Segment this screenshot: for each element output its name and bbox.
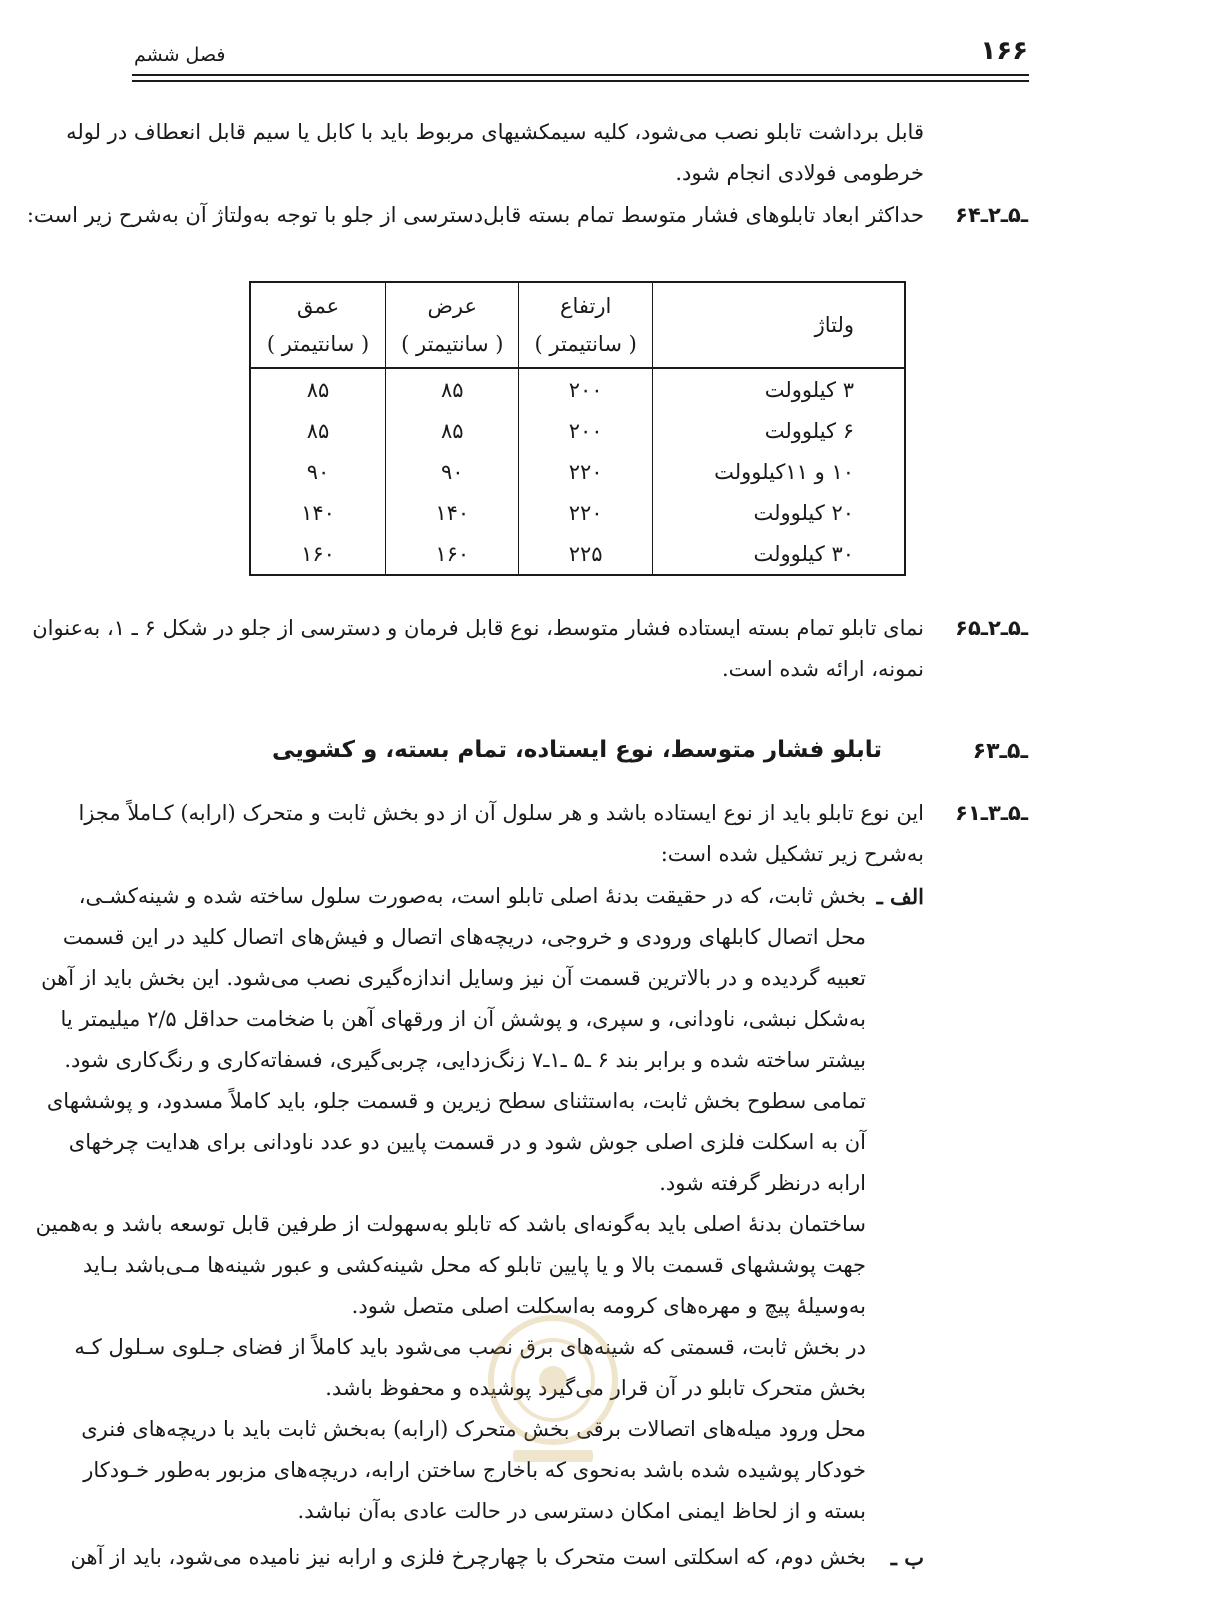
section-number: ۶ـ۵ـ۲ـ۴: [955, 203, 1028, 227]
heading-number: ۶ـ۵ـ۳: [972, 739, 1028, 764]
item-line: ارابه درنظر گرفته شود.: [659, 1171, 866, 1195]
item-line: آن به اسکلت فلزی اصلی جوش شود و در قسمت پایین دو عدد ناودانی برای هدایت چرخهای: [68, 1130, 866, 1154]
header-depth: عمق ( سانتیمتر ): [250, 282, 386, 368]
cell-height: ۲۲۰: [519, 492, 652, 533]
cell-depth: ۱۶۰: [250, 533, 386, 575]
table-row: [250, 368, 905, 410]
page-number: ۱۶۶: [980, 36, 1028, 66]
item-line: تعبیه گردیده و در بالاترین قسمت آن نیز وسایل اندازه‌گیری نصب می‌شود. این بخش باید از آهن: [41, 966, 866, 990]
item-line: تمامی سطوح بخش ثابت، به‌استثنای سطح زیرین و قسمت جلو، باید کاملاً مسدود، و پوششهای: [46, 1089, 866, 1113]
cell-voltage: ۲۰ کیلوولت: [652, 492, 905, 533]
table-header-row: [250, 282, 905, 368]
header-rule: [132, 80, 1029, 82]
header-rule: [132, 74, 1029, 76]
item-line: محل اتصال کابلهای ورودی و خروجی، دریچه‌های اتصال و فیش‌های اتصال کلید در این قسمت: [62, 925, 866, 949]
paragraph-line: بخش متحرک تابلو در آن قرار می‌گیرد پوشیده و محفوظ باشد.: [325, 1376, 866, 1400]
paragraph-line: به‌وسیلهٔ پیچ و مهره‌های کرومه به‌اسکلت اصلی متصل شود.: [351, 1294, 866, 1318]
header-voltage: ولتاژ: [652, 282, 905, 368]
cell-height: ۲۰۰: [519, 368, 652, 410]
cell-width: ۸۵: [386, 410, 519, 451]
cell-width: ۸۵: [386, 368, 519, 410]
cell-voltage: ۳ کیلوولت: [652, 368, 905, 410]
item-line: بخش دوم، که اسکلتی است متحرک با چهارچرخ فلزی و ارابه نیز نامیده می‌شود، باید از آهن: [70, 1545, 866, 1569]
paragraph-line: جهت پوششهای قسمت بالا و یا پایین تابلو که محل شینه‌کشی و عبور شینه‌ها مـی‌باشد بـاید: [82, 1253, 866, 1277]
cell-depth: ۹۰: [250, 451, 386, 492]
paragraph-line: بسته و از لحاظ ایمنی امکان دسترسی در حالت عادی به‌آن نباشد.: [297, 1499, 866, 1523]
section-text: این نوع تابلو باید از نوع ایستاده باشد و هر سلول آن از دو بخش ثابت و متحرک (ارابه) کـاملاً مجزا: [78, 801, 924, 825]
paragraph-line: محل ورود میله‌های اتصالات برقی بخش متحرک (ارابه) به‌بخش ثابت باید با دریچه‌های فنری: [81, 1417, 866, 1441]
item-line: بخش ثابت، که در حقیقت بدنهٔ اصلی تابلو است، به‌صورت سلول ساخته شده و شینه‌کشـی،: [78, 884, 866, 908]
cell-voltage: ۱۰ و ۱۱کیلوولت: [652, 451, 905, 492]
paragraph-line: قابل برداشت تابلو نصب می‌شود، کلیه سیمکشیهای مربوط باید با کابل یا سیم قابل انعطاف در لوله: [66, 120, 924, 144]
cell-depth: ۱۴۰: [250, 492, 386, 533]
header-width: عرض ( سانتیمتر ): [386, 282, 519, 368]
item-line: به‌شکل نبشی، ناودانی، و سپری، و پوشش آن از ورقهای آهن با ضخامت حداقل ۲/۵ میلیمتر یا: [60, 1007, 866, 1031]
header-height: ارتفاع ( سانتیمتر ): [519, 282, 652, 368]
cell-height: ۲۲۰: [519, 451, 652, 492]
cell-height: ۲۰۰: [519, 410, 652, 451]
cell-height: ۲۲۵: [519, 533, 652, 575]
table-row: [250, 492, 905, 533]
section-text: نمونه، ارائه شده است.: [721, 657, 924, 681]
cell-voltage: ۳۰ کیلوولت: [652, 533, 905, 575]
chapter-title: فصل ششم: [134, 44, 226, 66]
section-text: به‌شرح زیر تشکیل شده است:: [660, 842, 924, 866]
cell-depth: ۸۵: [250, 410, 386, 451]
paragraph-line: خودکار پوشیده شده باشد به‌نحوی که باخارج ساختن ارابه، دریچه‌های مزبور به‌طور خـودکار: [83, 1458, 866, 1482]
dimensions-table: [249, 281, 906, 576]
paragraph-line: خرطومی فولادی انجام شود.: [675, 161, 924, 185]
item-label: الف ـ: [876, 884, 924, 909]
cell-width: ۹۰: [386, 451, 519, 492]
section-heading: تابلو فشار متوسط، نوع ایستاده، تمام بسته، و کشویی: [271, 737, 882, 763]
section-number: ۶ـ۵ـ۳ـ۱: [955, 801, 1028, 825]
table-row: [250, 410, 905, 451]
section-number: ۶ـ۵ـ۲ـ۵: [955, 616, 1028, 640]
paragraph-line: در بخش ثابت، قسمتی که شینه‌های برق نصب می‌شود باید کاملاً از فضای جـلوی سـلول کـه: [74, 1335, 866, 1359]
cell-width: ۱۴۰: [386, 492, 519, 533]
paragraph-line: ساختمان بدنهٔ اصلی باید به‌گونه‌ای باشد که تابلو به‌سهولت از طرفین قابل توسعه باشد و به‌همین: [35, 1212, 866, 1236]
table-row: [250, 533, 905, 575]
item-label: ب ـ: [890, 1545, 924, 1570]
section-text: نمای تابلو تمام بسته ایستاده فشار متوسط، نوع قابل فرمان و دسترسی از جلو در شکل ۶ ـ ۱، به‌عنوان: [32, 616, 924, 640]
cell-width: ۱۶۰: [386, 533, 519, 575]
cell-voltage: ۶ کیلوولت: [652, 410, 905, 451]
table-row: [250, 451, 905, 492]
section-text: حداکثر ابعاد تابلوهای فشار متوسط تمام بسته قابل‌دسترسی از جلو با توجه به‌ولتاژ آن به‌شرح زیر است:: [26, 203, 924, 227]
item-line: بیشتر ساخته شده و برابر بند ۶ ـ۵ ـ۱ـ۷ زنگ‌زدایی، چربی‌گیری، فسفاته‌کاری و رنگ‌کاری شود.: [64, 1048, 866, 1072]
watermark-seal-icon: [478, 1300, 628, 1470]
cell-depth: ۸۵: [250, 368, 386, 410]
